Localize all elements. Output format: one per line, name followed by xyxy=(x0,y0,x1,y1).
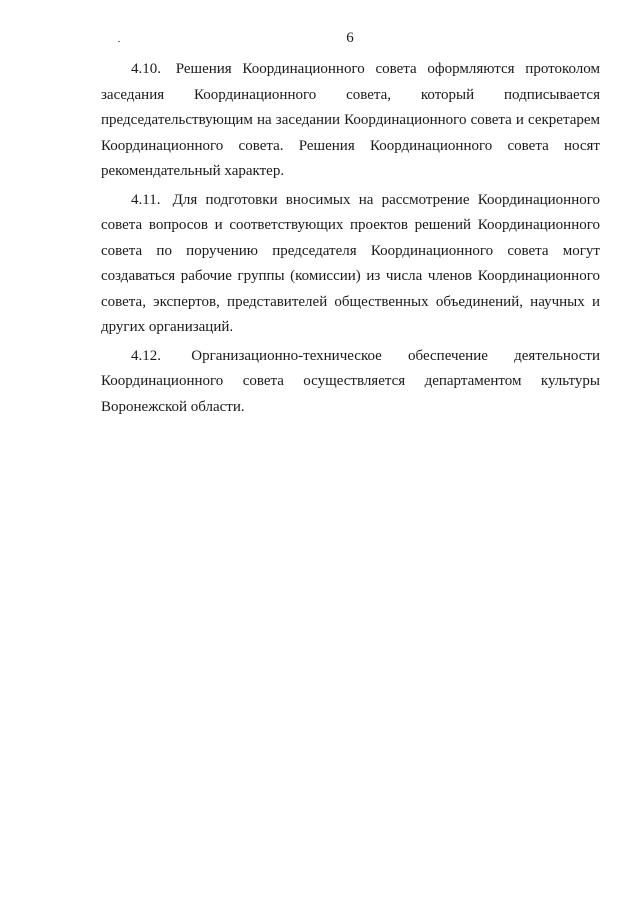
paragraph-4-11 xyxy=(101,188,600,341)
paragraph-4-10 xyxy=(101,57,600,185)
paragraph-text: Для подготовки вносимых на рассмотрение Координационного совета вопросов и соответствующих проектов решений Координационного совета по поручению председателя Координационного совета могут создаваться рабочие группы (комиссии) из числа членов Координационного совета, экспертов, представителей общественных объединений, научных и других организаций. xyxy=(101,191,600,335)
paragraph-text: Решения Координационного совета оформляются протоколом заседания Координационного совета, который подписывается председательствующим на заседании Координационного совета и секретарем Координационного совета. Решения Координационного совета носят рекомендательный характер. xyxy=(101,61,601,179)
page-number: 6 xyxy=(346,30,354,46)
scan-artifact xyxy=(118,41,120,42)
document-body xyxy=(101,57,600,423)
paragraph-number: 4.12. xyxy=(131,347,161,364)
paragraph-4-12 xyxy=(101,344,600,421)
paragraph-number: 4.10. xyxy=(131,61,161,77)
paragraph-number: 4.11. xyxy=(131,191,161,208)
paragraph-text: Организационно-техническое обеспечение деятельности Координационного совета осуществляется департаментом культуры Воронежской области. xyxy=(101,347,601,415)
